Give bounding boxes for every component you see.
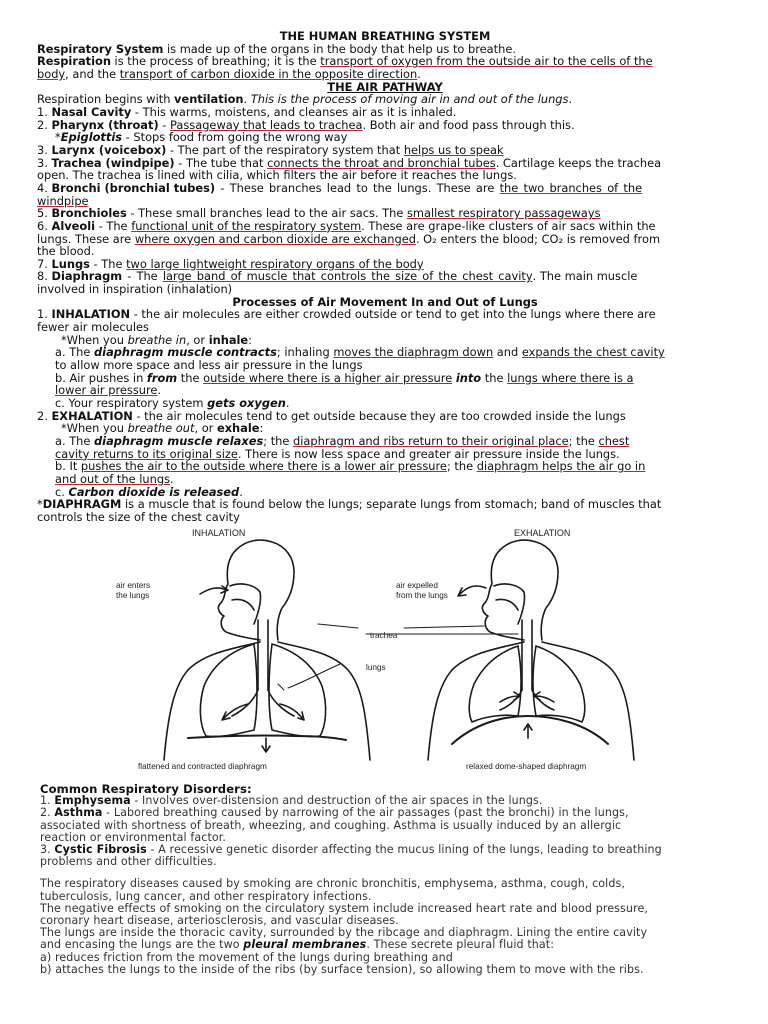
term: inhale bbox=[208, 332, 249, 347]
underlined-text: pushes the air to the outside where there is a lower air pressure bbox=[80, 459, 447, 474]
term: Bronchi (bronchial tubes) bbox=[51, 180, 216, 195]
intro-line-3 bbox=[37, 68, 733, 81]
breathing-diagram-svg bbox=[108, 524, 660, 772]
num: 2. bbox=[40, 806, 55, 820]
text: - The part of the respiratory system that bbox=[166, 142, 404, 157]
page-title: THE HUMAN BREATHING SYSTEM bbox=[279, 29, 491, 43]
text: . bbox=[157, 383, 162, 398]
disorder-asthma-cont: associated with shortness of breath, wheezing, and coughing. Asthma is usually induced by an allergic bbox=[40, 818, 622, 832]
underlined-text: functional unit of the respiratory system bbox=[131, 218, 362, 233]
term: Respiratory System bbox=[37, 41, 164, 56]
text: and encasing the lungs are the two bbox=[40, 938, 244, 952]
underlined-text: diaphragm helps the air go in bbox=[476, 459, 646, 474]
term: Trachea (windpipe) bbox=[51, 155, 175, 170]
text: , and the bbox=[65, 66, 120, 81]
lungs-label: lungs bbox=[366, 663, 386, 672]
disorders-title: Common Respiratory Disorders: bbox=[40, 782, 252, 796]
italic-text: breathe out bbox=[127, 421, 195, 436]
diaphragm-note-cont: controls the size of the chest cavity bbox=[37, 509, 240, 524]
text: c. bbox=[55, 484, 69, 499]
num: 3. bbox=[40, 843, 55, 857]
num: 7. bbox=[37, 256, 52, 271]
text: . These secrete pleural fluid that: bbox=[366, 938, 555, 952]
text: c. Your respiratory system bbox=[55, 396, 208, 411]
text: - bbox=[158, 117, 171, 132]
term: Diaphragm bbox=[51, 269, 123, 284]
text: . bbox=[243, 92, 251, 107]
inhalation-a-cont: to allow more space and less air pressure in the lungs bbox=[55, 358, 363, 373]
underlined-text: moves the diaphragm down bbox=[333, 345, 494, 360]
text: . The main muscle bbox=[532, 269, 638, 284]
term: DIAPHRAGM bbox=[42, 497, 122, 512]
pleural-item-b: b) attaches the lungs to the inside of the ribs (by surface tension), so allowing them to move with the ribs. bbox=[40, 962, 644, 976]
term: exhale bbox=[216, 421, 260, 436]
term: gets oxygen bbox=[207, 396, 286, 411]
pathway-item-bronchi bbox=[37, 182, 733, 195]
underlined-text: body bbox=[37, 66, 66, 81]
text: a. The bbox=[55, 345, 95, 360]
processes-heading: Processes of Air Movement In and Out of Lungs bbox=[232, 294, 538, 309]
term: EXHALATION bbox=[51, 408, 133, 423]
num: 3. bbox=[37, 142, 52, 157]
trachea-label: trachea bbox=[370, 631, 398, 640]
text: - The tube that bbox=[174, 155, 268, 170]
text: - Involves over-distension and destruction of the air spaces in the lungs. bbox=[130, 794, 543, 808]
text: Respiration begins with bbox=[37, 92, 175, 107]
inhalation-figure bbox=[164, 540, 370, 760]
underlined-text: and out of the lungs bbox=[55, 471, 171, 486]
text: - The bbox=[122, 269, 163, 284]
num: 8. bbox=[37, 269, 52, 284]
text: - the air molecules tend to get outside because they are too crowded inside the lungs bbox=[132, 408, 626, 423]
main-text bbox=[37, 30, 733, 524]
text: the bbox=[481, 370, 508, 385]
term: from bbox=[146, 370, 178, 385]
text: - Stops food from going the wrong way bbox=[122, 130, 348, 145]
underlined-text: Passageway that leads to trachea bbox=[170, 117, 363, 132]
underlined-text: connects the throat and bronchial tubes bbox=[267, 155, 496, 170]
text: . bbox=[285, 396, 290, 411]
term: Alveoli bbox=[51, 218, 96, 233]
underlined-text: two large lightweight respiratory organs of the body bbox=[126, 256, 424, 271]
text: . bbox=[170, 471, 174, 486]
text: ; the bbox=[446, 459, 477, 474]
air-expelled-label: air expelled bbox=[396, 581, 438, 590]
term: Asthma bbox=[54, 806, 103, 820]
text: . Both air and food pass through this. bbox=[362, 117, 575, 132]
num: 2. bbox=[37, 408, 52, 423]
text: , or bbox=[186, 332, 209, 347]
text: *When you bbox=[61, 332, 128, 347]
text: b. Air pushes in bbox=[55, 370, 147, 385]
num: 5. bbox=[37, 206, 52, 221]
disorder-asthma-cont2: reaction or environmental factor. bbox=[40, 830, 227, 844]
text: ; the bbox=[568, 434, 599, 448]
text: the bbox=[177, 370, 204, 385]
text: - A recessive genetic disorder affecting the mucus lining of the lungs, leading to breathing bbox=[146, 843, 662, 857]
underlined-text: diaphragm and ribs return to their original place bbox=[293, 434, 569, 448]
term: diaphragm muscle relaxes bbox=[94, 434, 264, 448]
text: - This warms, moistens, and cleanses air as it is inhaled. bbox=[131, 104, 457, 119]
text: - These small branches lead to the air sacs. The bbox=[126, 206, 407, 221]
text: b. It bbox=[55, 459, 81, 474]
underlined-text: transport of oxygen from the outside air to the cells of the bbox=[320, 54, 653, 69]
text: is made up of the organs in the body that help us to breathe. bbox=[163, 41, 516, 56]
underlined-text: where oxygen and carbon dioxide are exchanged bbox=[134, 231, 416, 246]
pathway-item-trachea-cont: open. The trachea is lined with cilia, which filters the air before it reaches the lungs. bbox=[37, 168, 517, 183]
pathway-item-alveoli-cont2: the blood. bbox=[37, 244, 95, 259]
text: : bbox=[259, 421, 264, 436]
term: INHALATION bbox=[51, 307, 131, 322]
air-enters-label: air enters bbox=[116, 581, 151, 590]
num: 1. bbox=[37, 104, 52, 119]
text: . O₂ enters the blood; CO₂ is removed from bbox=[415, 231, 661, 246]
text: - the air molecules are either crowded outside or tend to get into the lungs where there are bbox=[130, 307, 656, 322]
text: : bbox=[248, 332, 252, 347]
num: 1. bbox=[40, 794, 55, 808]
term: Cystic Fibrosis bbox=[54, 843, 147, 857]
text: a. The bbox=[55, 434, 95, 448]
air-enters-label-2: the lungs bbox=[116, 591, 150, 600]
text: . Cartilage keeps the trachea bbox=[495, 155, 662, 170]
text: * bbox=[37, 497, 43, 512]
underlined-text: expands the chest cavity bbox=[521, 345, 665, 360]
underlined-text: outside where there is a higher air pressure bbox=[203, 370, 453, 385]
term: Emphysema bbox=[54, 794, 131, 808]
num: 1. bbox=[37, 307, 52, 322]
underlined-text: helps us to speak bbox=[403, 142, 504, 157]
exhalation-label: EXHALATION bbox=[514, 528, 571, 538]
circulatory-paragraph-cont: coronary heart disease, arteriosclerosis, and vascular diseases. bbox=[40, 914, 399, 928]
italic-text: breathe in bbox=[127, 332, 187, 347]
text: . bbox=[568, 92, 573, 107]
disorder-asthma bbox=[40, 807, 730, 819]
text: - The bbox=[95, 218, 132, 233]
text: - The bbox=[89, 256, 127, 271]
text: ; inhaling bbox=[276, 345, 334, 360]
disorders-section bbox=[40, 783, 730, 976]
pathway-item-diaphragm-cont: involved in inspiration (inhalation) bbox=[37, 282, 233, 297]
term: Lungs bbox=[51, 256, 90, 271]
text: - Labored breathing caused by narrowing of the air passages (past the bronchi) in the lungs, bbox=[102, 806, 629, 820]
term: Epiglottis bbox=[60, 130, 123, 145]
smoking-paragraph: The respiratory diseases caused by smoking are chronic bronchitis, emphysema, asthma, cough, colds, bbox=[40, 877, 626, 891]
pathway-item-alveoli-cont bbox=[37, 233, 733, 246]
inhalation-line-2: fewer air molecules bbox=[37, 320, 149, 335]
term: Respiration bbox=[37, 54, 111, 69]
disorder-cystic-fibrosis-cont: problems and other difficulties. bbox=[40, 855, 217, 869]
underlined-text: the two branches of the bbox=[499, 180, 643, 195]
text: . There is now less space and greater air pressure inside the lungs. bbox=[237, 446, 620, 461]
term: into bbox=[455, 370, 482, 385]
underlined-text: chest bbox=[598, 434, 630, 448]
num: 4. bbox=[37, 180, 52, 195]
text: is a muscle that is found below the lungs; separate lungs from stomach; band of muscles that bbox=[121, 497, 662, 512]
text: lungs. These are bbox=[37, 231, 135, 246]
text: *When you bbox=[61, 421, 128, 436]
breathing-diagram bbox=[108, 524, 660, 772]
text: is the process of breathing; it is the bbox=[110, 54, 321, 69]
text: and bbox=[493, 345, 522, 360]
underlined-text: transport of carbon dioxide in the opposite direction bbox=[119, 66, 418, 81]
term: Nasal Cavity bbox=[51, 104, 132, 119]
flattened-diaphragm-caption: flattened and contracted diaphragm bbox=[138, 762, 267, 771]
pleural-item-a: a) reduces friction from the movement of the lungs during breathing and bbox=[40, 950, 453, 964]
term: Larynx (voicebox) bbox=[51, 142, 167, 157]
num: 2. bbox=[37, 117, 52, 132]
term: pleural membranes bbox=[243, 938, 367, 952]
underlined-text: lungs where there is a bbox=[507, 370, 634, 385]
text: ; the bbox=[263, 434, 294, 448]
underlined-text: large band of muscle that controls the size of the chest cavity bbox=[162, 269, 533, 284]
text: , or bbox=[194, 421, 217, 436]
air-pathway-heading: THE AIR PATHWAY bbox=[327, 79, 443, 94]
pleural-paragraph-cont bbox=[40, 939, 730, 951]
inhalation-label: INHALATION bbox=[192, 528, 246, 538]
text: . These are grape-like clusters of air sacs within the bbox=[361, 218, 656, 233]
exhalation-figure bbox=[428, 540, 634, 760]
underlined-text: smallest respiratory passageways bbox=[406, 206, 601, 221]
term: diaphragm muscle contracts bbox=[94, 345, 277, 360]
underlined-text: lower air pressure bbox=[55, 383, 158, 398]
text: - These branches lead to the lungs. These are bbox=[215, 180, 500, 195]
air-expelled-label-2: from the lungs bbox=[396, 591, 448, 600]
text: . bbox=[417, 66, 421, 81]
underlined-text: windpipe bbox=[37, 193, 89, 208]
pleural-paragraph: The lungs are inside the thoracic cavity, surrounded by the ribcage and diaphragm. Lining the entire cavity bbox=[40, 926, 648, 940]
circulatory-paragraph: The negative effects of smoking on the circulatory system include increased heart rate and blood pressure, bbox=[40, 901, 649, 915]
num: 3. bbox=[37, 155, 52, 170]
text: . bbox=[239, 484, 243, 499]
smoking-paragraph-cont: tuberculosis, lung cancer, and other respiratory infections. bbox=[40, 889, 372, 903]
term: ventilation bbox=[174, 92, 244, 107]
term: Pharynx (throat) bbox=[51, 117, 159, 132]
underlined-text: cavity returns to its original size bbox=[55, 446, 238, 461]
italic-text: This is the process of moving air in and out of the lungs bbox=[250, 92, 569, 107]
term: Bronchioles bbox=[51, 206, 127, 221]
relaxed-diaphragm-caption: relaxed dome-shaped diaphragm bbox=[466, 762, 587, 771]
num: 6. bbox=[37, 218, 52, 233]
text: * bbox=[55, 130, 61, 145]
term: Carbon dioxide is released bbox=[68, 484, 240, 499]
